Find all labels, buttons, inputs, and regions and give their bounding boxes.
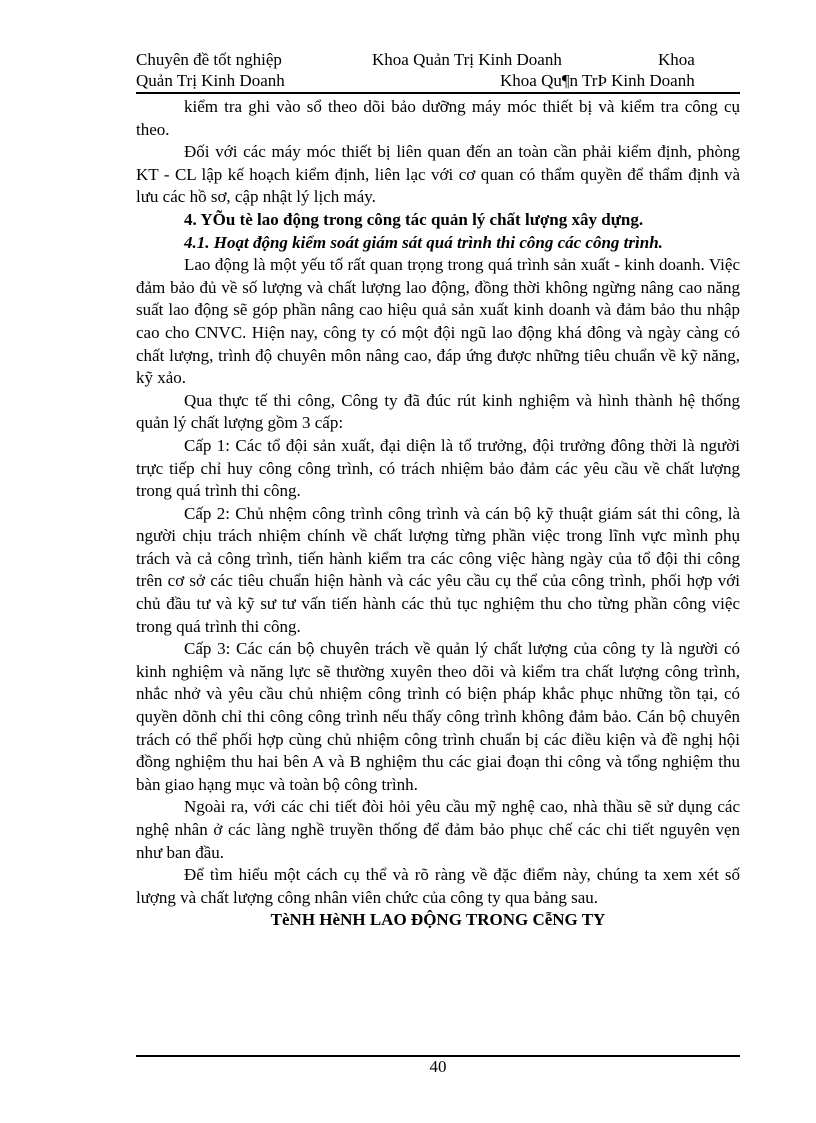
paragraph-quality-system: Qua thực tế thi công, Công ty đã đúc rút kinh nghiệm và hình thành hệ thống quản lý chất lượng gồm 3 cấp: [136,390,740,433]
paragraph-table-intro: Để tìm hiểu một cách cụ thể và rõ ràng về đặc điểm này, chúng ta xem xét số lượng và chất lượng công nhân viên chức của công ty qua bảng sau. [136,865,740,907]
paragraph-equipment-inspection: Đối với các máy móc thiết bị liên quan đến an toàn cần phải kiểm định, phòng KT - CL lập kế hoạch kiểm định, liên lạc với cơ quan có thẩm quyền để thẩm định và lưu các hồ sơ, cập nhật lý lịch máy. [136,142,740,207]
document-body [136,96,740,932]
header-faculty-short: Khoa [658,50,695,69]
table-title: TèNH HèNH LAO ĐỘNG TRONG CễNG TY [270,910,606,930]
header-faculty-label: Khoa Quản Trị Kinh Doanh [372,50,562,69]
header-department-label: Quản Trị Kinh Doanh [136,71,285,90]
paragraph-labor-importance: Lao động là một yếu tố rất quan trọng trong quá trình sản xuất - kinh doanh. Việc đảm bảo đủ về số lượng và chất lượng lao động, đồng thời không ngừng nâng cao năng suất lao động sẽ góp phần nâng cao hiệu quả sản xuất kinh doanh và đảm bảo thu nhập cao cho CNVC. Hiện nay, công ty có một đội ngũ lao động khá đông và ngày càng có chất lượng, trình độ chuyên môn nâng cao, đáp ứng được những tiêu chuẩn về kỹ năng, kỹ xảo. [136,255,740,388]
paragraph-artisans: Ngoài ra, với các chi tiết đòi hỏi yêu cầu mỹ nghệ cao, nhà thầu sẽ sử dụng các nghệ nhân ở các làng nghề truyền thống để đảm bảo phục chế các chi tiết nguyên vẹn như ban đầu. [136,797,740,862]
page-header [136,48,740,94]
page-number: 40 [429,1057,447,1076]
header-thesis-label: Chuyên đề tốt nghiệp [136,50,282,69]
section-heading: 4. YÕu tè lao động trong công tác quản lý chất lượng xây dựng. [184,209,644,229]
paragraph-level-1: Cấp 1: Các tổ đội sản xuất, đại diện là tổ trưởng, đội trưởng đông thời là người trực tiếp chỉ huy công công trình, có trách nhiệm bảo đảm các yêu cầu về chất lượng trong quá trình thi công. [136,435,740,501]
subsection-heading: 4.1. Hoạt động kiểm soát giám sát quá trình thi công các công trình. [184,232,663,252]
paragraph-level-3: Cấp 3: Các cán bộ chuyên trách về quản lý chất lượng của công ty là người có kinh nghiệm và năng lực sẽ thường xuyên theo dõi và kiểm tra chất lượng công trình, nhắc nhở và yêu cầu chủ nhiệm công trình có biện pháp khắc phục những tồn tại, có quyền dõnh chỉ thi công công trình nếu thấy công trình không đảm bảo. Cán bộ chuyên trách có thể phối hợp cùng chủ nhiệm công trình chuẩn bị các điều kiện và đề nghị hội đồng nghiệm thu hai bên A và B nghiệm thu các giai đoạn thi công và tổng nghiệm thu bàn giao hạng mục và toàn bộ công trình. [136,639,740,794]
paragraph-level-2: Cấp 2: Chủ nhệm công trình công trình và cán bộ kỹ thuật giám sát thi công, là người chịu trách nhiệm chính về chất lượng từng phần việc trong lĩnh vực mình phụ trách và cả công trình, tiến hành kiểm tra các công việc hàng ngày của tổ đội thi công trên cơ sở các tiêu chuẩn hiện hành và các yêu cầu cụ thể của công trình, phối hợp với chủ đầu tư và kỹ sư tư vấn tiến hành các thủ tục nghiệm thu cho từng phần công việc trong quá trình thi công. [136,503,740,636]
header-department-garbled: Khoa Qu¶n TrÞ Kinh Doanh [500,71,695,90]
paragraph-continuation: kiểm tra ghi vào sổ theo dõi bảo dưỡng máy móc thiết bị và kiểm tra công cụ theo. [136,97,740,139]
